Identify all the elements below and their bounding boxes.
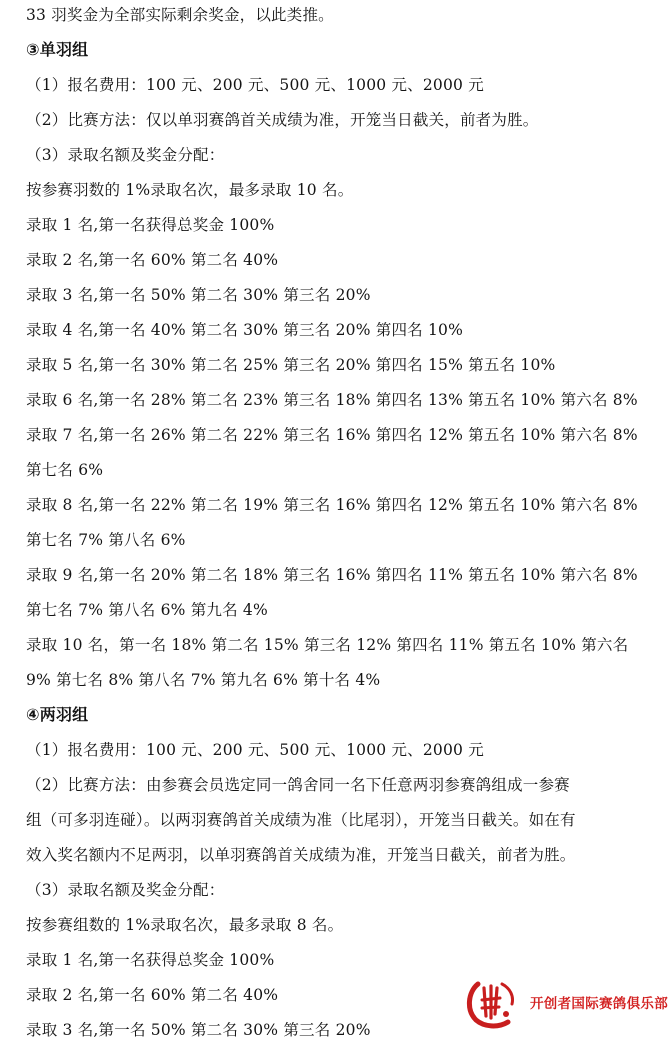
text-line: 录取 7 名,第一名 26% 第二名 22% 第三名 16% 第四名 12% 第五名 10% 第六名 8% (26, 426, 638, 444)
text-line: 按参赛羽数的 1%录取名次，最多录取 10 名。 (26, 181, 354, 199)
text-line: （1）报名费用：100 元、200 元、500 元、1000 元、2000 元 (26, 741, 484, 759)
text-line: 按参赛组数的 1%录取名次，最多录取 8 名。 (26, 916, 344, 934)
section-heading: ③单羽组 (26, 40, 89, 59)
text-line: 组（可多羽连碰）。以两羽赛鸽首关成绩为准（比尾羽），开笼当日截关。如在有 (26, 811, 576, 829)
club-logo-icon (464, 974, 520, 1030)
text-line: （3）录取名额及奖金分配： (26, 881, 225, 899)
text-line: 第七名 6% (26, 461, 104, 479)
text-line: （1）报名费用：100 元、200 元、500 元、1000 元、2000 元 (26, 76, 484, 94)
text-line: 9% 第七名 8% 第八名 7% 第九名 6% 第十名 4% (26, 671, 381, 689)
text-line: 第七名 7% 第八名 6% 第九名 4% (26, 601, 268, 619)
text-line: 录取 4 名,第一名 40% 第二名 30% 第三名 20% 第四名 10% (26, 321, 464, 339)
text-line: 录取 9 名,第一名 20% 第二名 18% 第三名 16% 第四名 11% 第五名 10% 第六名 8% (26, 566, 638, 584)
text-line: 录取 1 名,第一名获得总奖金 100% (26, 951, 275, 969)
text-line: 录取 3 名,第一名 50% 第二名 30% 第三名 20% (26, 286, 371, 304)
text-line: 效入奖名额内不足两羽，以单羽赛鸽首关成绩为准，开笼当日截关，前者为胜。 (26, 846, 576, 864)
text-line: （2）比赛方法：由参赛会员选定同一鸽舍同一名下任意两羽参赛鸽组成一参赛 (26, 776, 570, 794)
text-line: 录取 2 名,第一名 60% 第二名 40% (26, 986, 279, 1004)
club-name-label: 开创者国际赛鸽俱乐部 (530, 996, 668, 1012)
club-watermark (464, 972, 668, 1032)
text-line: 第七名 7% 第八名 6% (26, 531, 186, 549)
text-line: 33 羽奖金为全部实际剩余奖金，以此类推。 (26, 6, 334, 24)
document-body (26, 0, 656, 1050)
text-line: （2）比赛方法：仅以单羽赛鸽首关成绩为准，开笼当日截关，前者为胜。 (26, 111, 539, 129)
text-line: 录取 1 名,第一名获得总奖金 100% (26, 216, 275, 234)
text-line: （3）录取名额及奖金分配： (26, 146, 225, 164)
text-line: 录取 2 名,第一名 60% 第二名 40% (26, 251, 279, 269)
text-line: 录取 5 名,第一名 30% 第二名 25% 第三名 20% 第四名 15% 第五名 10% (26, 356, 556, 374)
text-line: 录取 6 名,第一名 28% 第二名 23% 第三名 18% 第四名 13% 第五名 10% 第六名 8% (26, 391, 638, 409)
section-heading: ④两羽组 (26, 705, 89, 724)
text-line: 录取 10 名，第一名 18% 第二名 15% 第三名 12% 第四名 11% 第五名 10% 第六名 (26, 636, 629, 654)
text-line: 录取 3 名,第一名 50% 第二名 30% 第三名 20% (26, 1021, 371, 1039)
text-line: 录取 8 名,第一名 22% 第二名 19% 第三名 16% 第四名 12% 第五名 10% 第六名 8% (26, 496, 638, 514)
